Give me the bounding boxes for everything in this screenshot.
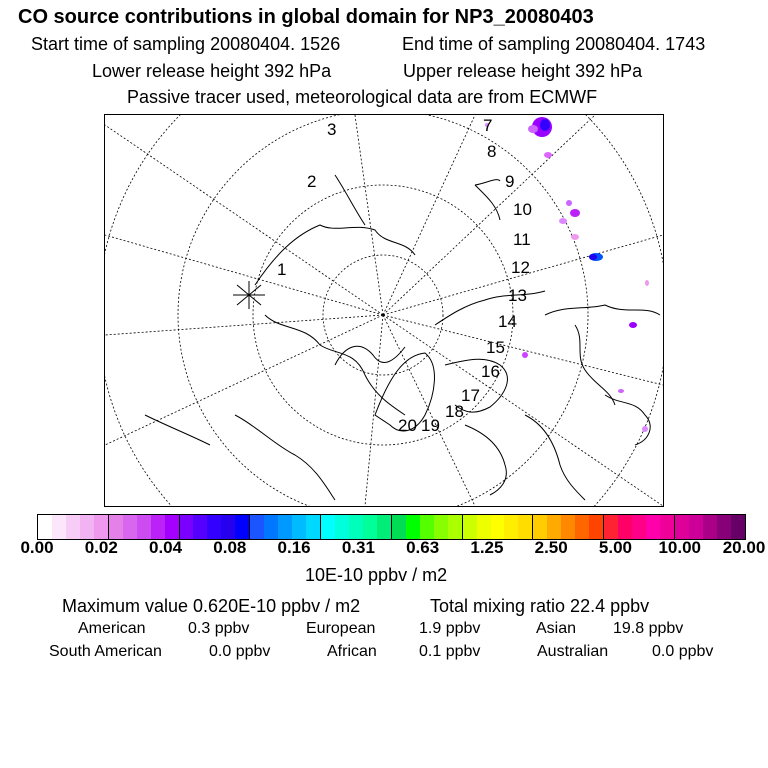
trajectory-label: 3 — [327, 120, 337, 139]
colorbar-swatch — [363, 515, 377, 539]
colorbar-swatch — [180, 515, 194, 539]
coastline — [575, 325, 615, 405]
trajectory-label: 20 — [398, 416, 417, 435]
meridian — [383, 115, 475, 315]
colorbar-swatch — [589, 515, 604, 539]
region-name: Asian — [536, 620, 577, 637]
colorbar-swatch — [547, 515, 561, 539]
trajectory-label: 17 — [461, 386, 480, 405]
colorbar-swatch — [632, 515, 646, 539]
colorbar-tick-label: 1.25 — [470, 538, 504, 557]
colorbar-swatch — [448, 515, 463, 539]
latitude-circles — [105, 115, 663, 506]
colorbar-swatch — [504, 515, 518, 539]
map-canvas — [105, 115, 663, 506]
colorbar-swatch — [193, 515, 207, 539]
concentration-blob — [559, 218, 567, 224]
colorbar-swatch — [660, 515, 675, 539]
release-upper: Upper release height 392 hPa — [403, 61, 643, 81]
colorbar-swatch — [689, 515, 703, 539]
colorbar-swatch — [80, 515, 94, 539]
colorbar-swatch — [306, 515, 321, 539]
region-name: African — [327, 643, 377, 660]
colorbar-tick-label: 0.08 — [213, 538, 247, 557]
region-value: 0.3 ppbv — [188, 620, 250, 637]
meridian — [105, 315, 383, 445]
latitude-circle — [105, 115, 663, 506]
polar-map — [104, 114, 664, 507]
coastline — [475, 180, 500, 185]
sampling-end: End time of sampling 20080404. 1743 — [402, 34, 706, 54]
colorbar-tick-label: 0.31 — [341, 538, 375, 557]
colorbar-swatch — [335, 515, 349, 539]
colorbar-swatch — [533, 515, 547, 539]
colorbar-swatch — [250, 515, 264, 539]
coastline — [335, 175, 365, 225]
colorbar-swatch — [264, 515, 278, 539]
trajectory-label: 19 — [421, 416, 440, 435]
colorbar-tick-label: 0.16 — [277, 538, 311, 557]
coastline — [235, 415, 335, 500]
trajectory-label: 1 — [277, 260, 287, 279]
meridian — [365, 315, 383, 506]
trajectory-label: 15 — [486, 338, 505, 357]
total-mixing-ratio: Total mixing ratio 22.4 ppbv — [430, 596, 650, 616]
colorbar-swatch — [518, 515, 533, 539]
trajectory-label: 8 — [487, 142, 497, 161]
colorbar-swatch — [278, 515, 292, 539]
colorbar-tick-label: 2.50 — [534, 538, 568, 557]
tracer-note: Passive tracer used, meteorological data are from ECMWF — [127, 87, 598, 107]
concentration-blob — [522, 352, 528, 358]
trajectory-label: 14 — [498, 312, 517, 331]
trajectory-labels — [277, 116, 532, 435]
concentration-blob — [642, 426, 648, 432]
colorbar-tick-label: 5.00 — [598, 538, 632, 557]
colorbar-swatch — [321, 515, 335, 539]
colorbar-swatch — [703, 515, 717, 539]
colorbar-swatch — [377, 515, 392, 539]
colorbar-swatch — [221, 515, 235, 539]
meridian — [105, 315, 383, 335]
colorbar-swatch — [165, 515, 180, 539]
concentration-blob — [540, 119, 550, 131]
maximum-value: Maximum value 0.620E-10 ppbv / m2 — [62, 596, 361, 616]
concentration-blob — [629, 322, 637, 328]
colorbar-tick-label: 0.00 — [20, 538, 54, 557]
meridian — [105, 235, 383, 315]
coastline — [545, 305, 660, 315]
release-site-marker — [233, 281, 265, 309]
concentration-blob — [544, 152, 552, 158]
trajectory-label: 10 — [513, 200, 532, 219]
coastline — [145, 415, 210, 445]
plot-title: CO source contributions in global domain for NP3_20080403 — [18, 6, 594, 28]
region-value: 19.8 ppbv — [613, 620, 684, 637]
sampling-start: Start time of sampling 20080404. 1526 — [31, 34, 341, 54]
colorbar-swatch — [561, 515, 575, 539]
colorbar-tick-label: 10.00 — [658, 538, 701, 557]
colorbar-swatch — [292, 515, 306, 539]
colorbar-tick-label: 0.02 — [84, 538, 118, 557]
colorbar-swatch — [604, 515, 618, 539]
meridian — [105, 125, 383, 315]
colorbar-swatch — [406, 515, 420, 539]
coastline — [335, 346, 405, 365]
region-value: 0.1 ppbv — [419, 643, 481, 660]
colorbar-swatch — [646, 515, 660, 539]
coastline — [605, 395, 650, 445]
meridian — [383, 315, 663, 506]
concentration-blob — [566, 200, 572, 206]
colorbar-swatch — [349, 515, 363, 539]
concentration-blob — [571, 234, 579, 240]
region-value: 1.9 ppbv — [419, 620, 481, 637]
colorbar-tick-label: 0.63 — [406, 538, 440, 557]
colorbar-swatch — [109, 515, 123, 539]
coastline — [475, 185, 500, 220]
colorbar-swatch — [675, 515, 689, 539]
colorbar-tick-label: 20.00 — [722, 538, 766, 557]
colorbar-swatch — [717, 515, 731, 539]
colorbar — [37, 514, 746, 540]
colorbar-tick-label: 0.04 — [148, 538, 183, 557]
coastline — [525, 415, 585, 500]
release-lower: Lower release height 392 hPa — [92, 61, 332, 81]
colorbar-swatch — [151, 515, 165, 539]
colorbar-swatch — [477, 515, 491, 539]
colorbar-swatch — [575, 515, 589, 539]
coastline — [465, 425, 506, 495]
trajectory-label: 11 — [513, 230, 531, 249]
colorbar-swatch — [491, 515, 505, 539]
meridian — [383, 315, 663, 385]
concentration-blob — [645, 280, 649, 286]
colorbar-swatch — [207, 515, 221, 539]
concentration-blob — [618, 389, 624, 393]
colorbar-swatch — [235, 515, 250, 539]
trajectory-label: 9 — [505, 172, 515, 191]
concentration-field — [485, 117, 649, 432]
colorbar-swatch — [123, 515, 137, 539]
colorbar-swatch — [52, 515, 66, 539]
region-value: 0.0 ppbv — [209, 643, 271, 660]
meridians — [105, 115, 663, 506]
colorbar-units: 10E-10 ppbv / m2 — [305, 565, 448, 585]
region-name: European — [306, 620, 376, 637]
colorbar-swatch — [94, 515, 109, 539]
colorbar-swatch — [137, 515, 151, 539]
trajectory-label: 13 — [508, 286, 527, 305]
colorbar-swatch — [618, 515, 632, 539]
trajectory-label: 12 — [511, 258, 530, 277]
region-value: 0.0 ppbv — [652, 643, 714, 660]
colorbar-swatch — [420, 515, 434, 539]
latitude-circle — [178, 115, 588, 506]
colorbar-swatch — [66, 515, 80, 539]
concentration-blob — [570, 209, 580, 217]
colorbar-swatch — [731, 515, 745, 539]
coastline — [435, 291, 545, 325]
colorbar-swatch — [434, 515, 448, 539]
trajectory-label: 2 — [307, 172, 317, 191]
trajectory-label: 18 — [445, 402, 464, 421]
colorbar-swatch — [392, 515, 406, 539]
concentration-blob — [589, 254, 597, 260]
colorbar-swatch — [463, 515, 477, 539]
colorbar-swatch — [38, 515, 52, 539]
region-name: American — [78, 620, 146, 637]
concentration-blob — [528, 125, 538, 133]
region-name: Australian — [537, 643, 609, 660]
trajectory-label: 16 — [481, 362, 500, 381]
region-name: South American — [49, 643, 162, 660]
trajectory-label: 7 — [483, 116, 493, 135]
